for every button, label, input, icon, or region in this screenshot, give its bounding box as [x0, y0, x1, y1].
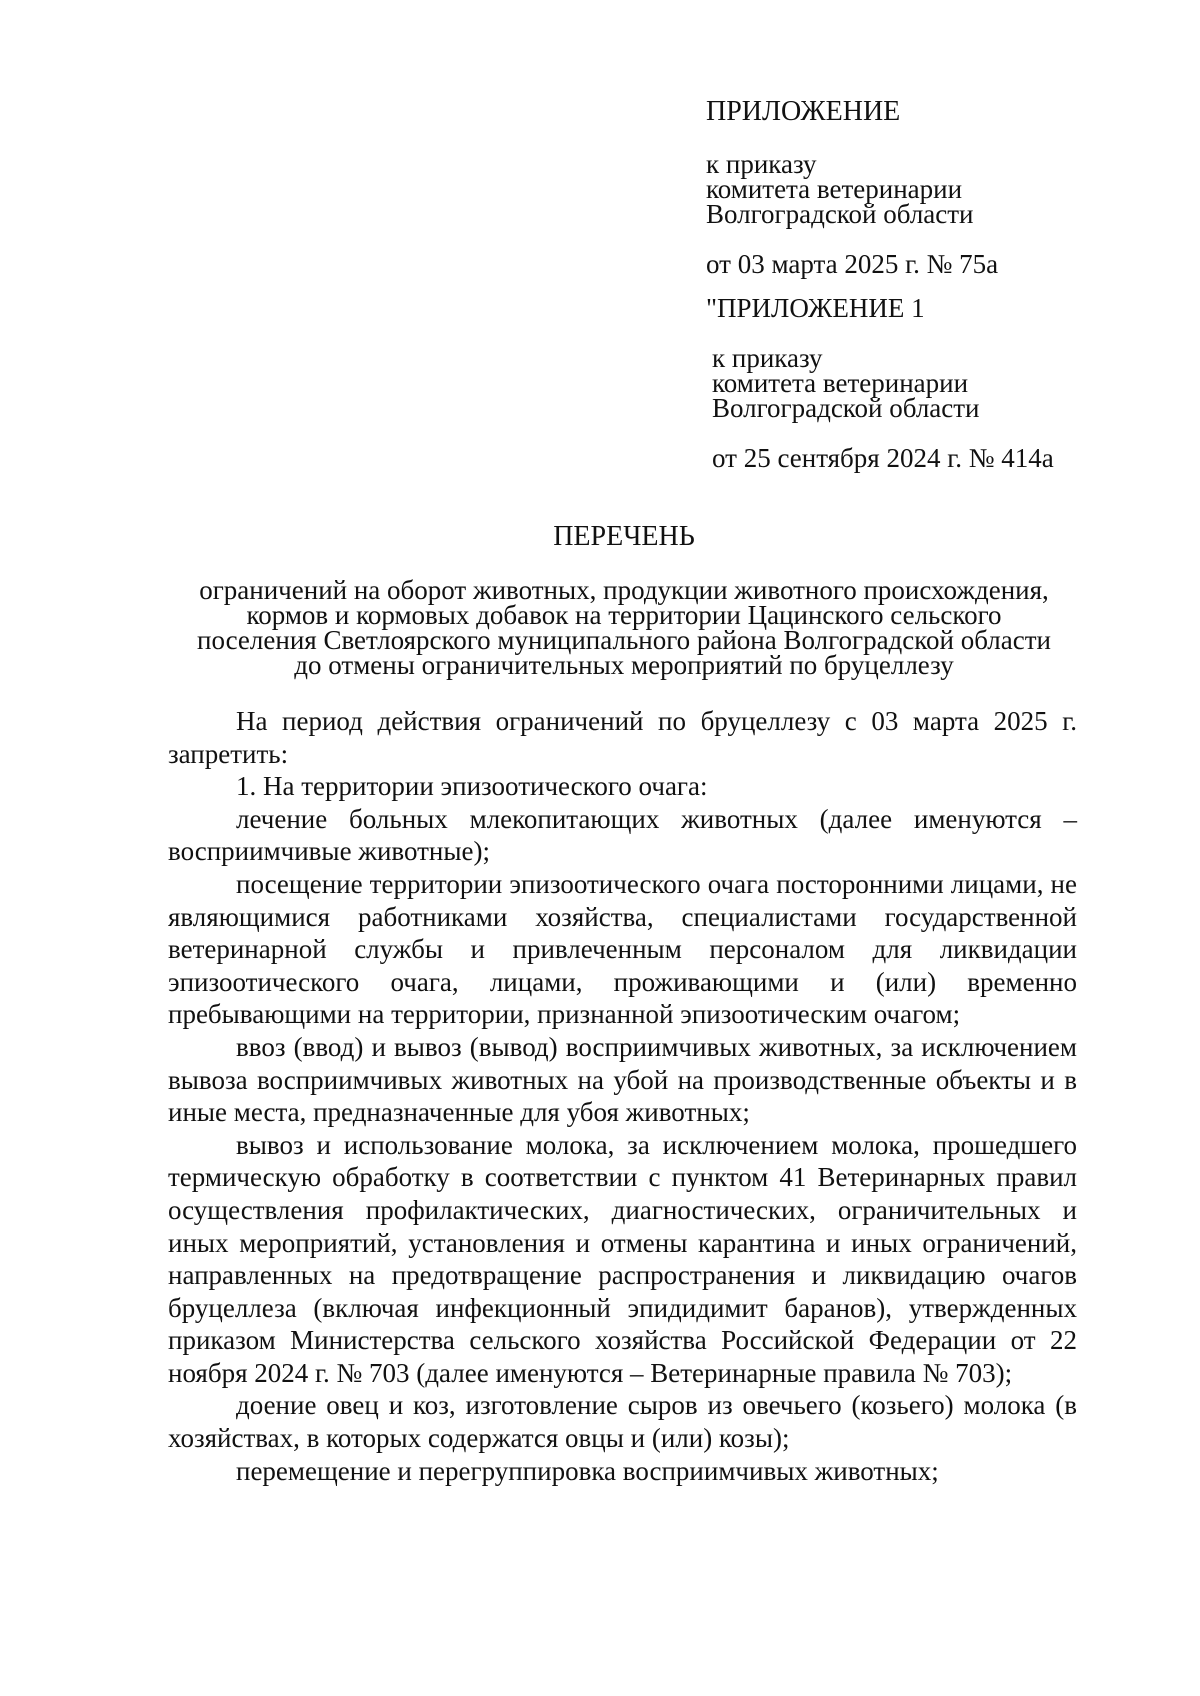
heading-subtitle-line: до отмены ограничительных мероприятий по бруцеллезу [294, 650, 954, 680]
appendix1-line: к приказу [712, 343, 823, 373]
appendix1-title: "ПРИЛОЖЕНИЕ 1 [706, 293, 925, 323]
intro-paragraph: На период действия ограничений по бруцеллезу с 03 марта 2025 г. запретить: [168, 706, 1077, 769]
body-paragraph: лечение больных млекопитающих животных (далее именуются – восприимчивые животные); [168, 803, 1077, 867]
appendix1-line: Волгоградской области [712, 393, 980, 423]
body-paragraph: перемещение и перегруппировка восприимчивых животных; [236, 1455, 939, 1486]
document-body [168, 705, 1077, 1487]
heading-subtitle-line: ограничений на оборот животных, продукции животного происхождения, [199, 575, 1049, 605]
appendix1-date: от 25 сентября 2024 г. № 414а [712, 443, 1054, 473]
appendix-line: к приказу [706, 149, 817, 179]
heading-subtitle-line: кормов и кормовых добавок на территории Цацинского сельского [246, 600, 1002, 630]
body-paragraph: вывоз и использование молока, за исключением молока, прошедшего термическую обработку в соответствии с пунктом 41 Ветеринарных правил осуществления профилактических, диагностических, ограничительных и иных мероприятий, установления и отмены карантина и иных ограничений, направленных на предотвращение распространения и ликвидацию очагов бруцеллеза (включая инфекционный эпидидимит баранов), утвержденных приказом Министерства сельского хозяйства Российской Федерации от 22 ноября 2024 г. № 703 (далее именуются – Ветеринарные правила № 703); [168, 1129, 1077, 1388]
appendix-date: от 03 марта 2025 г. № 75а [706, 249, 999, 279]
body-paragraph: доение овец и коз, изготовление сыров из овечьего (козьего) молока (в хозяйствах, в которых содержатся овцы и (или) козы); [168, 1390, 1077, 1454]
appendix1-line: комитета ветеринарии [712, 368, 969, 398]
section-item-1: 1. На территории эпизоотического очага: [236, 771, 708, 802]
appendix1-reference [706, 343, 1156, 423]
document-heading [168, 521, 1080, 678]
appendix-header [706, 96, 1156, 280]
body-paragraph: посещение территории эпизоотического очага посторонними лицами, не являющимися работниками хозяйства, специалистами государственной ветеринарной службы и привлеченным персоналом для ликвидации эпизоотического очага, лицами, проживающими и (или) временно пребывающими на территории, признанной эпизоотическим очагом; [168, 868, 1077, 1030]
body-paragraph: ввоз (ввод) и вывоз (вывод) восприимчивых животных, за исключением вывоза восприимчивых животных на убой на производственные объекты и в иные места, предназначенные для убоя животных; [168, 1031, 1077, 1128]
heading-subtitle [168, 575, 1080, 680]
appendix-reference [706, 149, 1156, 229]
appendix-line: комитета ветеринарии [706, 174, 963, 204]
heading-title: ПЕРЕЧЕНЬ [553, 521, 695, 552]
appendix1-header [706, 292, 1156, 474]
appendix-title: ПРИЛОЖЕНИЕ [706, 96, 901, 127]
heading-subtitle-line: поселения Светлоярского муниципального района Волгоградской области [197, 625, 1051, 655]
appendix-line: Волгоградской области [706, 199, 974, 229]
